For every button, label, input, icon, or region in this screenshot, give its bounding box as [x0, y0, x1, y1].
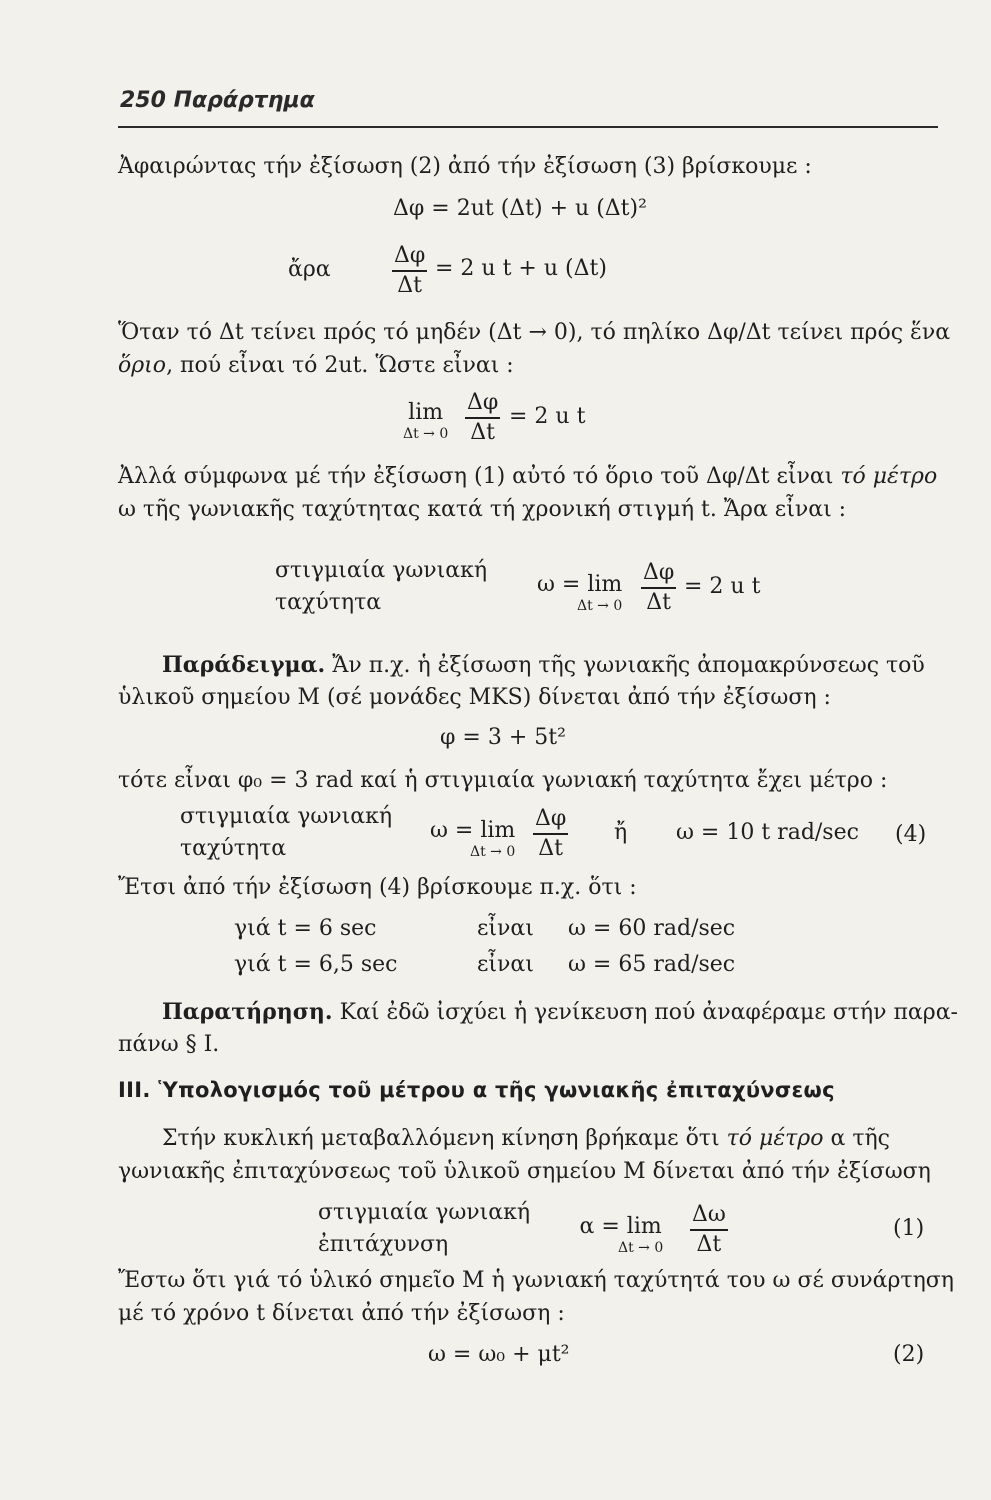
page-number: 250	[120, 88, 166, 113]
equation-number: (1)	[893, 1216, 925, 1241]
equation-rhs: = 2 u t + u (Δt)	[435, 256, 607, 281]
fraction-dphi-dt	[533, 806, 568, 862]
note-label: Παρατήρηση.	[162, 999, 333, 1025]
page-header	[120, 88, 315, 113]
limit-operator	[430, 818, 515, 861]
fraction-numerator: Δφ	[394, 243, 426, 268]
text-line	[162, 997, 958, 1028]
fraction-denominator: Δt	[397, 272, 423, 298]
limit-operator	[578, 1214, 663, 1257]
text-line	[118, 462, 937, 492]
text-line	[162, 650, 925, 681]
text-ara: ἄρα	[288, 257, 331, 282]
fraction-bar	[533, 833, 568, 835]
fraction-numerator: Δω	[692, 1202, 726, 1227]
equation-number: (4)	[895, 822, 927, 847]
text-line: Ἔστω ὅτι γιά τό ὑλικό σημεῖο Μ ἡ γωνιακή ταχύτητά του ω σέ συνάρτηση	[118, 1268, 954, 1293]
equation-omega: ω = ω₀ + μt²	[428, 1342, 570, 1367]
fraction-bar	[690, 1229, 728, 1231]
text-segment: , πού εἶναι τό 2ut. Ὥστε εἶναι :	[166, 353, 514, 378]
text-line: μέ τό χρόνο t δίνεται ἀπό τήν ἐξίσωση :	[118, 1301, 565, 1326]
limit-word: ω = lim	[430, 818, 516, 843]
result-condition: γιά t = 6 sec	[234, 916, 377, 941]
label-instantaneous: στιγμιαία γωνιακή	[275, 558, 488, 583]
text-segment: Ἄν π.χ. ἡ ἐξίσωση τῆς γωνιακῆς ἀπομακρύνσεως τοῦ	[332, 653, 925, 678]
fraction-denominator: Δt	[646, 589, 672, 615]
text-line: ω τῆς γωνιακῆς ταχύτητας κατά τή χρονική στιγμή t. Ἄρα εἶναι :	[118, 497, 847, 522]
fraction-dphi-dt	[641, 560, 676, 616]
page-header-title: Παράρτημα	[173, 88, 315, 113]
text-segment: Καί ἐδῶ ἰσχύει ἡ γενίκευση πού ἀναφέραμε στήν παρα-	[339, 1000, 958, 1025]
text-line: ὑλικοῦ σημείου Μ (σέ μονάδες MKS) δίνεται ἀπό τήν ἐξίσωση :	[118, 685, 831, 710]
limit-subscript: Δt → 0	[403, 426, 449, 442]
limit-word: ω = lim	[537, 572, 623, 597]
italic-term: τό μέτρο	[840, 464, 938, 489]
equation-rhs: = 2 u t	[684, 574, 761, 599]
result-verb: εἶναι	[477, 952, 534, 977]
text-segment: α τῆς	[830, 1126, 891, 1151]
fraction-dphi-dt	[465, 390, 500, 446]
fraction-numerator: Δφ	[535, 806, 567, 831]
fraction-bar	[392, 270, 427, 272]
fraction-denominator: Δt	[696, 1231, 722, 1257]
fraction-dphi-dt	[392, 243, 427, 299]
example-label: Παράδειγμα.	[162, 652, 326, 678]
equation-rhs: ω = 10 t rad/sec	[676, 820, 859, 845]
fraction-numerator: Δφ	[467, 390, 499, 415]
equation-number: (2)	[893, 1342, 925, 1367]
fraction-bar	[641, 587, 676, 589]
fraction-numerator: Δφ	[643, 560, 675, 585]
header-rule	[118, 126, 938, 128]
label-velocity: ταχύτητα	[180, 836, 287, 861]
text-line	[118, 351, 514, 381]
limit-operator	[403, 400, 448, 443]
label-instantaneous: στιγμιαία γωνιακή	[180, 804, 393, 829]
italic-term: ὅριο	[118, 353, 167, 378]
text-or: ἤ	[614, 820, 628, 845]
limit-word: α = lim	[579, 1214, 662, 1239]
limit-subscript: Δt → 0	[470, 844, 516, 860]
text-segment: Στήν κυκλική μεταβαλλόμενη κίνηση βρήκαμε ὅτι	[162, 1126, 720, 1151]
text-line: Ἀφαιρώντας τήν ἐξίσωση (2) ἀπό τήν ἐξίσωση (3) βρίσκουμε :	[118, 154, 812, 179]
label-acceleration: ἐπιτάχυνση	[318, 1232, 449, 1257]
equation-delta-phi: Δφ = 2ut (Δt) + u (Δt)²	[393, 196, 647, 221]
label-velocity: ταχύτητα	[275, 590, 382, 615]
text-line: τότε εἶναι φ₀ = 3 rad καί ἡ στιγμιαία γωνιακή ταχύτητα ἔχει μέτρο :	[118, 768, 888, 793]
section-title: III. Ὑπολογισμός τοῦ μέτρου α τῆς γωνιακῆς ἐπιταχύνσεως	[118, 1078, 835, 1102]
equation-phi: φ = 3 + 5t²	[440, 725, 566, 750]
result-verb: εἶναι	[477, 916, 534, 941]
limit-subscript: Δt → 0	[577, 598, 623, 614]
text-segment: Ἀλλά σύμφωνα μέ τήν ἐξίσωση (1) αὐτό τό ὅριο τοῦ Δφ/Δt εἶναι	[118, 464, 834, 489]
italic-term: τό μέτρο	[726, 1126, 824, 1151]
fraction-domega-dt	[690, 1202, 728, 1258]
label-instantaneous: στιγμιαία γωνιακή	[318, 1200, 531, 1225]
fraction-bar	[465, 417, 500, 419]
limit-operator	[537, 572, 622, 615]
text-line: γωνιακῆς ἐπιταχύνσεως τοῦ ὑλικοῦ σημείου Μ δίνεται ἀπό τήν ἐξίσωση	[118, 1159, 931, 1184]
text-line: πάνω § Ι.	[118, 1032, 220, 1057]
text-line: Ἔτσι ἀπό τήν ἐξίσωση (4) βρίσκουμε π.χ. ὅτι :	[118, 875, 637, 900]
fraction-denominator: Δt	[470, 419, 496, 445]
limit-subscript: Δt → 0	[618, 1240, 664, 1256]
text-line: Ὅταν τό Δt τείνει πρός τό μηδέν (Δt → 0), τό πηλίκο Δφ/Δt τείνει πρός ἕνα	[118, 320, 951, 345]
result-value: ω = 65 rad/sec	[568, 952, 736, 977]
limit-word: lim	[408, 400, 444, 425]
result-condition: γιά t = 6,5 sec	[234, 952, 398, 977]
equation-rhs: = 2 u t	[509, 404, 586, 429]
result-value: ω = 60 rad/sec	[568, 916, 736, 941]
fraction-denominator: Δt	[538, 835, 564, 861]
text-line	[162, 1124, 890, 1154]
